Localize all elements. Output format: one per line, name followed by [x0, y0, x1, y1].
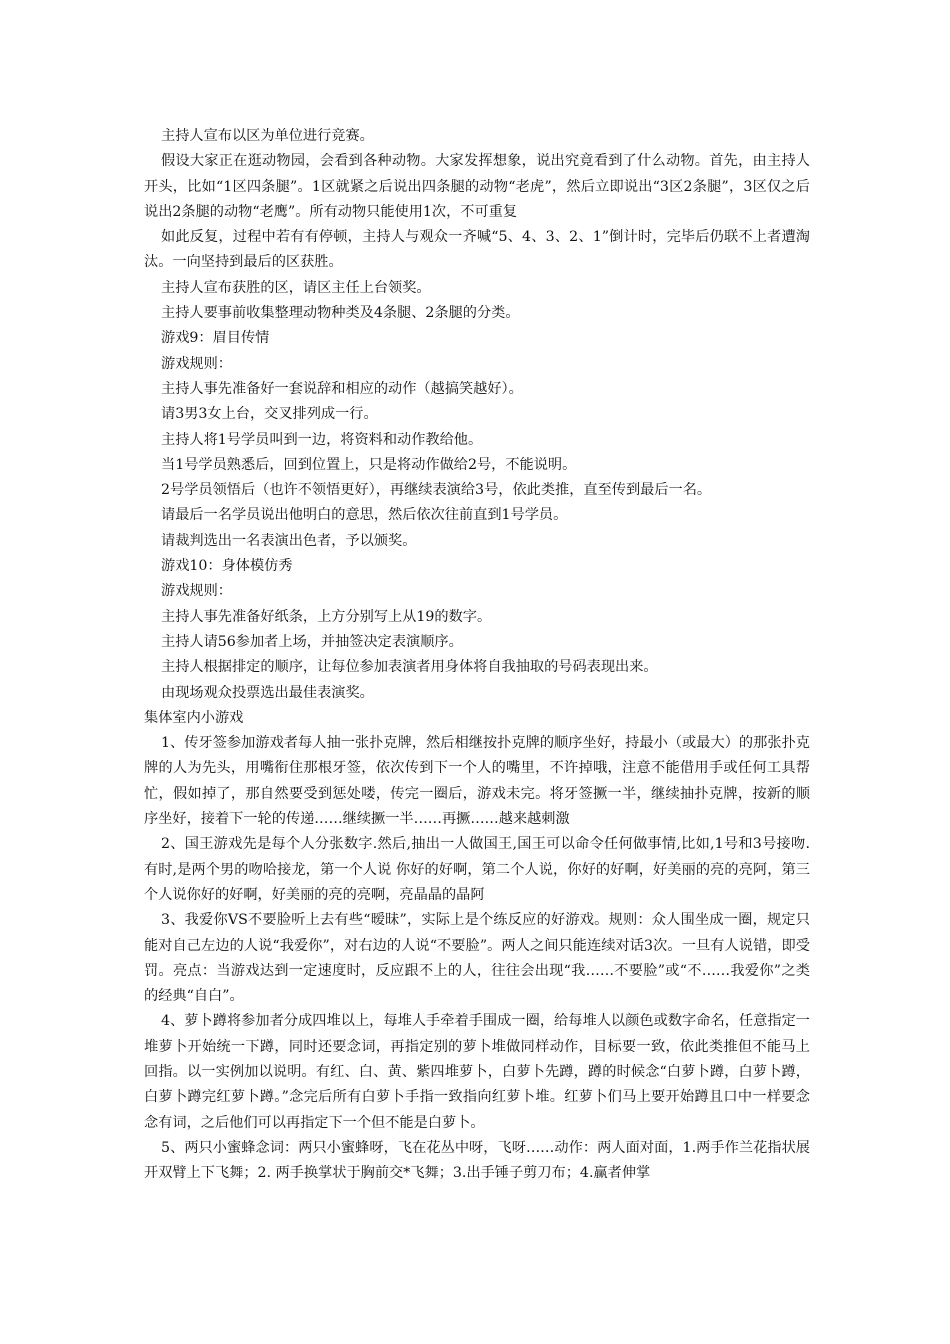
section-heading: 游戏10：身体模仿秀	[161, 558, 293, 575]
paragraph: 当1号学员熟悉后，回到位置上，只是将动作做给2号，不能说明。	[161, 456, 577, 473]
paragraph: 5、两只小蜜蜂念词：两只小蜜蜂呀，飞在花丛中呀，飞呀……动作：两人面对面，1.两手作兰花指状展开双臂上下飞舞；2. 两手换掌状于胸前交*飞舞；3.出手锤子剪刀布；4.赢者伸掌	[144, 1139, 810, 1182]
paragraph: 请裁判选出一名表演出色者，予以颁奖。	[161, 532, 417, 549]
paragraph: 3、我爱你VS不要脸听上去有些“暧昧”，实际上是个练反应的好游戏。规则：众人围坐成一圈，规定只能对自己左边的人说“我爱你”，对右边的人说“不要脸”。两人之间只能连续对话3次。一旦有人说错，即受罚。亮点：当游戏达到一定速度时，反应跟不上的人，往往会出现“我……不要脸”或“不……我爱你”之类的经典“自白”。	[144, 912, 810, 1005]
paragraph: 主持人宣布获胜的区，请区主任上台领奖。	[161, 279, 431, 296]
paragraph: 4、萝卜蹲将参加者分成四堆以上，每堆人手牵着手围成一圈，给每堆人以颜色或数字命名，任意指定一堆萝卜开始统一下蹲，同时还要念词，再指定别的萝卜堆做同样动作，目标要一致，依此类推但不能马上回指。以一实例加以说明。有红、白、黄、紫四堆萝卜，白萝卜先蹲，蹲的时候念“白萝卜蹲，白萝卜蹲，白萝卜蹲完红萝卜蹲。”念完后所有白萝卜手指一致指向红萝卜堆。红萝卜们马上要开始蹲且口中一样要念念有词，之后他们可以再指定下一个但不能是白萝卜。	[144, 1013, 810, 1131]
paragraph: 请3男3女上台，交叉排列成一行。	[161, 406, 378, 423]
paragraph: 主持人要事前收集整理动物种类及4条腿、2条腿的分类。	[161, 305, 520, 322]
document-body	[144, 124, 810, 1186]
paragraph: 主持人事先准备好一套说辞和相应的动作（越搞笑越好）。	[161, 380, 523, 397]
paragraph: 游戏规则：	[161, 583, 232, 600]
paragraph: 游戏规则：	[161, 355, 232, 372]
paragraph: 2号学员领悟后（也许不领悟更好），再继续表演给3号，依此类推，直至传到最后一名。	[161, 482, 712, 499]
paragraph: 主持人请56参加者上场，并抽签决定表演顺序。	[161, 633, 463, 650]
paragraph: 主持人宣布以区为单位进行竞赛。	[161, 128, 374, 144]
paragraph: 主持人根据排定的顺序，让每位参加表演者用身体将自我抽取的号码表现出来。	[161, 659, 658, 676]
paragraph: 主持人事先准备好纸条，上方分别写上从19的数字。	[161, 608, 492, 625]
section-heading: 游戏9：眉目传情	[161, 330, 270, 347]
paragraph: 假设大家正在逛动物园，会看到各种动物。大家发挥想象，说出究竟看到了什么动物。首先，由主持人开头，比如“1区四条腿”。1区就紧之后说出四条腿的动物“老虎”，然后立即说出“3区2条腿”，3区仅之后说出2条腿的动物“老鹰”。所有动物只能使用1次，不可重复	[144, 153, 810, 220]
paragraph: 如此反复，过程中若有有停顿，主持人与观众一齐喊“5、4、3、2、1”倒计时，完毕后仍联不上者遭淘汰。一向坚持到最后的区获胜。	[144, 229, 810, 271]
paragraph: 2、国王游戏先是每个人分张数字.然后,抽出一人做国王,国王可以命令任何做事情,比如,1号和3号接吻.有时,是两个男的吻哈接龙，第一个人说 你好的好啊，第二个人说，你好的好啊，好美丽的亮的亮阿，第三个人说你好的好啊，好美丽的亮的亮啊，亮晶晶的晶阿	[144, 836, 810, 903]
paragraph: 1、传牙签参加游戏者每人抽一张扑克牌，然后相继按扑克牌的顺序坐好，持最小（或最大）的那张扑克牌的人为先头，用嘴衔住那根牙签，依次传到下一个人的嘴里，不许掉哦，注意不能借用手或任何工具帮忙，假如掉了，那自然要受到惩处喽，传完一圈后，游戏未完。将牙签撅一半，继续抽扑克牌，按新的顺序坐好，接着下一轮的传递……继续撅一半……再撅……越来越刺激	[144, 735, 810, 828]
paragraph: 主持人将1号学员叫到一边，将资料和动作教给他。	[161, 431, 483, 448]
section-heading: 集体室内小游戏	[144, 709, 244, 726]
paragraph: 由现场观众投票选出最佳表演奖。	[161, 684, 374, 701]
paragraph: 请最后一名学员说出他明白的意思，然后依次往前直到1号学员。	[161, 507, 568, 524]
